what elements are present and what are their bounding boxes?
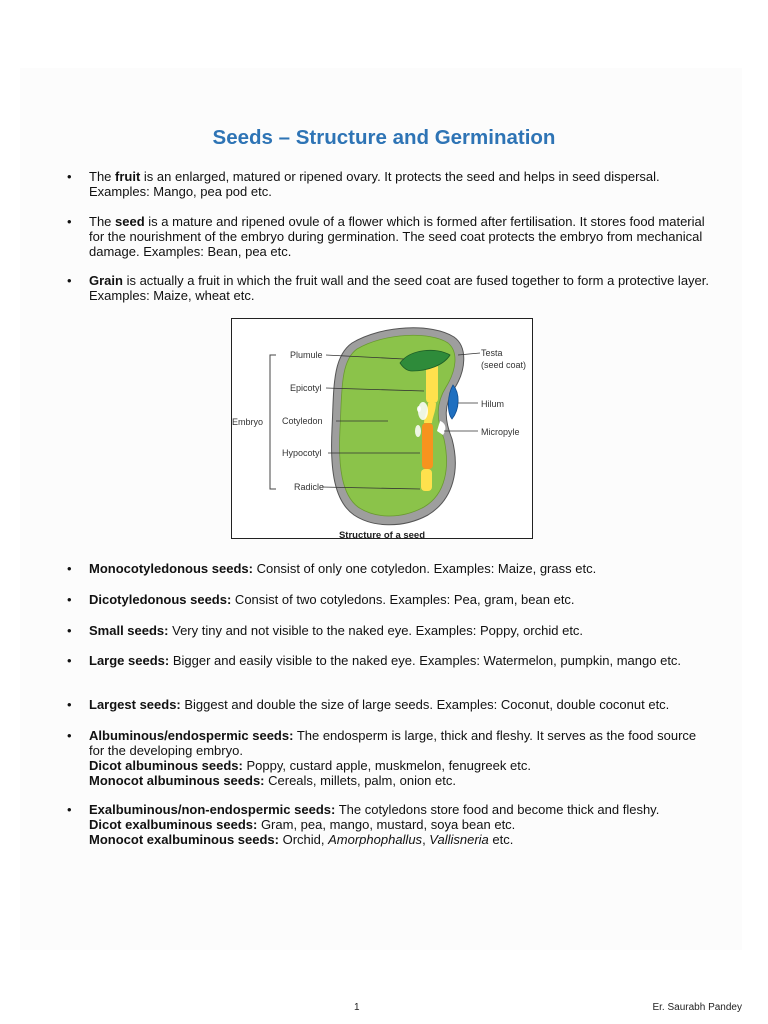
radicle-shape bbox=[421, 469, 432, 491]
bullet-seed: • The seed is a mature and ripened ovule of a flower which is formed after fertilisation. It stores food material for the nourishment of the embryo during germination. The seed coat protects the embryo from mechanical damage. Examples: Bean, pea etc. bbox=[89, 214, 709, 259]
bullet-dicotyledonous: • Dicotyledonous seeds: Consist of two cotyledons. Examples: Pea, gram, bean etc. bbox=[89, 592, 709, 607]
bullet-albuminous: • Albuminous/endospermic seeds: The endosperm is large, thick and fleshy. It serves as the food source for the developing embryo. Dicot albuminous seeds: Poppy, custard apple, muskmelon, fenugreek etc. Monocot albuminous seeds: Cereals, millets, palm, onion etc. bbox=[89, 728, 709, 788]
embryo-axis-connector bbox=[428, 403, 432, 423]
term-grain: Grain bbox=[89, 273, 123, 288]
term-dicot: Dicotyledonous seeds: bbox=[89, 592, 232, 607]
label-micropyle: Micropyle bbox=[481, 427, 520, 437]
label-plumule: Plumule bbox=[290, 350, 323, 360]
bullet-grain: • Grain is actually a fruit in which the fruit wall and the seed coat are fused together to form a protective layer. Examples: Maize, wheat etc. bbox=[89, 273, 709, 303]
embryo-bracket bbox=[270, 355, 276, 489]
bullet-small-seeds: • Small seeds: Very tiny and not visible to the naked eye. Examples: Poppy, orchid etc. bbox=[89, 623, 709, 638]
page-number: 1 bbox=[354, 1002, 360, 1013]
label-embryo: Embryo bbox=[232, 417, 264, 427]
bullet-largest-seeds: • Largest seeds: Biggest and double the size of large seeds. Examples: Coconut, double coconut etc. bbox=[89, 697, 709, 712]
hypocotyl-shape bbox=[422, 423, 433, 469]
albuminous-monocot: Monocot albuminous seeds: Cereals, millets, palm, onion etc. bbox=[89, 773, 456, 788]
seed-structure-figure bbox=[231, 318, 533, 539]
bullet-large-seeds: • Large seeds: Bigger and easily visible to the naked eye. Examples: Watermelon, pumpkin, mango etc. bbox=[89, 653, 709, 668]
footer-author: Er. Saurabh Pandey bbox=[652, 1002, 742, 1013]
term-largest: Largest seeds: bbox=[89, 697, 181, 712]
term-albuminous: Albuminous/endospermic seeds: bbox=[89, 728, 294, 743]
term-fruit: fruit bbox=[115, 169, 141, 184]
exalbuminous-dicot: Dicot exalbuminous seeds: Gram, pea, mango, mustard, soya bean etc. bbox=[89, 817, 516, 832]
term-small: Small seeds: bbox=[89, 623, 169, 638]
label-testa: Testa bbox=[481, 348, 503, 358]
label-testa-sub: (seed coat) bbox=[481, 360, 527, 370]
albuminous-dicot: Dicot albuminous seeds: Poppy, custard apple, muskmelon, fenugreek etc. bbox=[89, 758, 531, 773]
term-monocot: Monocotyledonous seeds: bbox=[89, 561, 253, 576]
seed-diagram bbox=[232, 319, 531, 537]
label-cotyledon: Cotyledon bbox=[282, 416, 323, 426]
figure-caption: Structure of a seed bbox=[338, 530, 426, 541]
page-title: Seeds – Structure and Germination bbox=[212, 126, 556, 149]
label-epicotyl: Epicotyl bbox=[290, 383, 322, 393]
label-hypocotyl: Hypocotyl bbox=[282, 448, 322, 458]
term-seed: seed bbox=[115, 214, 145, 229]
term-exalbuminous: Exalbuminous/non-endospermic seeds: bbox=[89, 802, 336, 817]
bullet-exalbuminous: • Exalbuminous/non-endospermic seeds: The cotyledons store food and become thick and fleshy. Dicot exalbuminous seeds: Gram, pea, mango, mustard, soya bean etc. Monocot exalbuminous seeds: Orchid, Amorphophallus, Vallisneria etc. bbox=[89, 802, 709, 847]
label-hilum: Hilum bbox=[481, 399, 505, 409]
spot-3 bbox=[417, 406, 421, 412]
bullet-fruit: • The fruit is an enlarged, matured or ripened ovary. It protects the seed and helps in seed dispersal. Examples: Mango, pea pod etc. bbox=[89, 169, 709, 199]
term-large: Large seeds: bbox=[89, 653, 170, 668]
exalbuminous-monocot: Monocot exalbuminous seeds: Orchid, Amorphophallus, Vallisneria etc. bbox=[89, 832, 514, 847]
spot-2 bbox=[415, 425, 421, 437]
bullet-monocotyledonous: • Monocotyledonous seeds: Consist of only one cotyledon. Examples: Maize, grass etc. bbox=[89, 561, 709, 576]
label-radicle: Radicle bbox=[294, 482, 325, 492]
